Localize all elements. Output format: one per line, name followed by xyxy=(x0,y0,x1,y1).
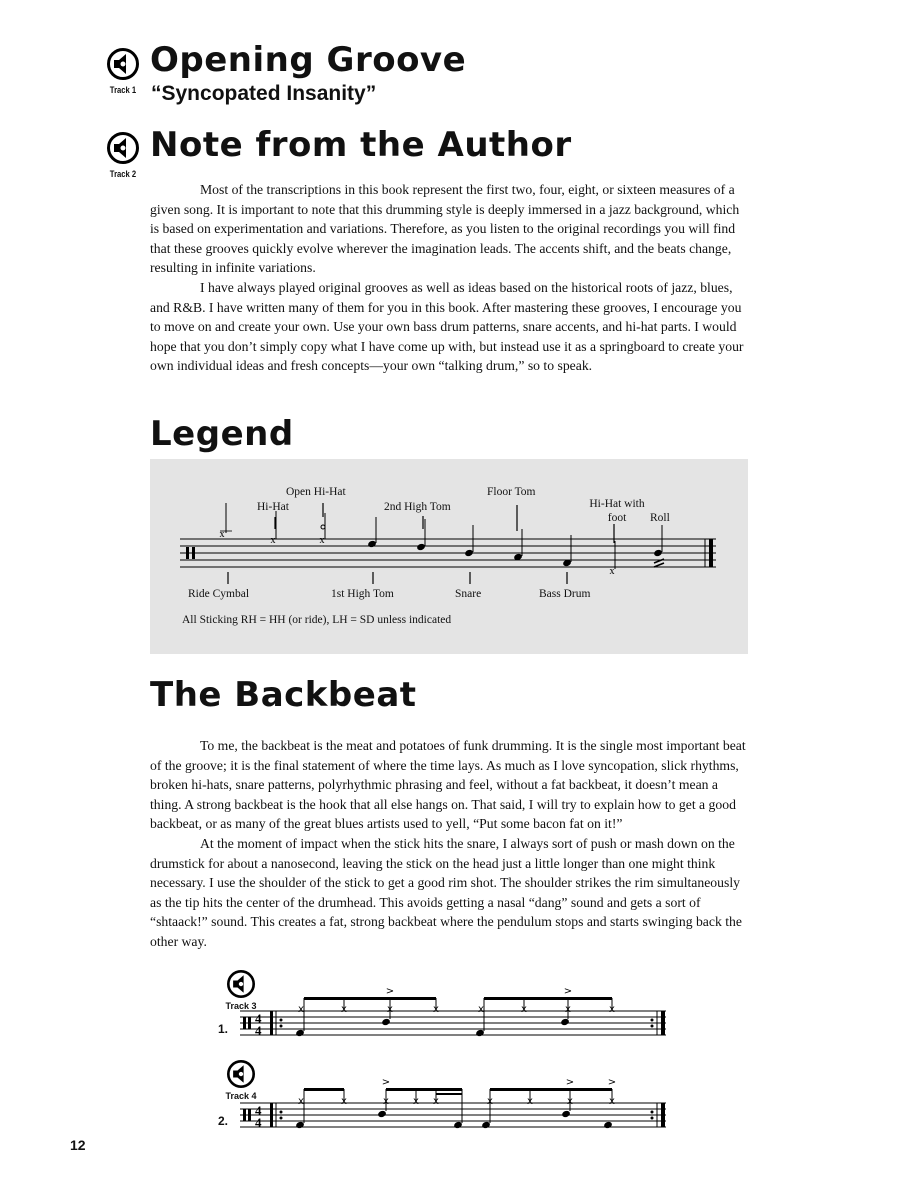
svg-text:>: > xyxy=(381,1077,391,1088)
example-2-number: 2. xyxy=(218,1114,229,1128)
svg-text:x: x xyxy=(298,1096,304,1107)
example-1-number: 1. xyxy=(218,1022,229,1036)
svg-text:x: x xyxy=(341,1004,347,1015)
floor-tom-note xyxy=(513,529,523,561)
svg-text:x: x xyxy=(319,535,325,546)
svg-text:x: x xyxy=(527,1096,533,1107)
cd-track-2 xyxy=(106,132,140,179)
legend-label-roll: Roll xyxy=(650,512,670,524)
svg-text:x: x xyxy=(433,1004,439,1015)
svg-text:x: x xyxy=(609,1004,615,1015)
first-high-tom-note xyxy=(367,517,377,548)
legend-label-ride-cymbal: Ride Cymbal xyxy=(188,588,250,600)
svg-text:x: x xyxy=(609,1096,615,1107)
legend-sticking-note: All Sticking RH = HH (or ride), LH = SD unless indicated xyxy=(182,614,452,626)
svg-text:x: x xyxy=(413,1096,419,1107)
legend-label-open-hi-hat: Open Hi-Hat xyxy=(286,486,346,498)
cd-track-1 xyxy=(106,48,140,95)
svg-text:x: x xyxy=(383,1096,389,1107)
backbeat-title: The Backbeat xyxy=(150,675,417,715)
svg-text:x: x xyxy=(565,1004,571,1015)
svg-text:x: x xyxy=(521,1004,527,1015)
opening-groove-title: Opening Groove xyxy=(150,40,467,80)
second-high-tom-note xyxy=(416,519,426,551)
legend-box xyxy=(150,459,748,654)
svg-text:>: > xyxy=(607,1077,617,1088)
legend-label-1st-high-tom: 1st High Tom xyxy=(331,588,394,600)
note-title: Note from the Author xyxy=(150,125,572,165)
svg-text:x: x xyxy=(298,1004,304,1015)
legend-label-snare: Snare xyxy=(455,588,482,600)
page-number: 12 xyxy=(70,1137,86,1153)
example-1-notation xyxy=(240,985,670,1050)
track-label: Track 2 xyxy=(109,169,137,179)
svg-text:x: x xyxy=(270,535,276,546)
svg-text:4: 4 xyxy=(255,1011,262,1026)
svg-text:>: > xyxy=(565,1077,575,1088)
legend-label-floor-tom: Floor Tom xyxy=(487,486,536,498)
backbeat-paragraph-1: To me, the backbeat is the meat and potatoes of funk drumming. It is the single most important beat of the groove; it is the final statement of where the time lays. As much as I love syncopation, slick rhythms, broken hi-hats, snare patterns, polyrhythmic phrasing and feel, without a fat backbeat, it doesn’t mean a thing. A strong backbeat is the hook that all else hangs on. That said, I will try to explain how to get a good backbeat, or as many of the great blues artists used to yell, “Put some bacon fat on it!” xyxy=(150,738,746,832)
ride-cymbal-note xyxy=(220,503,233,540)
bass-drum-note xyxy=(562,535,572,567)
track-label: Track 1 xyxy=(109,85,137,95)
opening-groove-subtitle: “Syncopated Insanity” xyxy=(151,82,377,105)
svg-text:x: x xyxy=(387,1004,393,1015)
svg-text:x: x xyxy=(478,1004,484,1015)
open-hi-hat-note xyxy=(320,513,326,546)
backbeat-body xyxy=(150,736,750,952)
example-2-notation xyxy=(240,1075,670,1140)
legend-label-hi-hat-with-foot: Hi-Hat with foot xyxy=(589,498,645,524)
legend-title: Legend xyxy=(150,414,294,454)
snare-note xyxy=(464,525,474,557)
backbeat-paragraph-2: At the moment of impact when the stick hits the snare, I always sort of push or mash down on the drumstick for about a nanosecond, leaving the stick on the head just a little longer than one might think necessary. I use the shoulder of the stick to get a good rim shot. The shoulder strikes the rim simultaneously as the tip hits the center of the drumhead. This avoids getting a nasal “dang” sound and gets a sort of “shtaack!” sound. This creates a fat, strong backbeat where the pendulum stops and starts swinging back the other way. xyxy=(150,835,742,949)
legend-label-bass-drum: Bass Drum xyxy=(539,588,591,600)
note-paragraph-1: Most of the transcriptions in this book represent the first two, four, eight, or sixteen measures of a given song. It is important to note that this drumming style is deeply immersed in a jazz background, which is based on experimentation and variations. Therefore, as you listen to the original recordings you will find that these grooves quickly evolve wherever the imagination leads. The accents shift, and the beats change, resulting in infinite variations. xyxy=(150,182,740,276)
cd-icon xyxy=(107,132,139,164)
legend-label-hi-hat: Hi-Hat xyxy=(257,501,289,513)
svg-text:x: x xyxy=(219,529,225,540)
svg-text:4: 4 xyxy=(255,1103,262,1118)
svg-text:x: x xyxy=(567,1096,573,1107)
svg-text:>: > xyxy=(563,986,573,997)
svg-text:x: x xyxy=(609,566,615,577)
track-label: Track 3 xyxy=(225,1001,257,1011)
note-body xyxy=(150,180,750,376)
svg-text:4: 4 xyxy=(255,1115,262,1130)
svg-text:>: > xyxy=(385,986,395,997)
cd-icon xyxy=(107,48,139,80)
svg-text:4: 4 xyxy=(255,1023,262,1038)
svg-text:x: x xyxy=(433,1096,439,1107)
note-paragraph-2: I have always played original grooves as well as ideas based on the historical roots of jazz, blues, and R&B. I have written many of them for you in this book. After mastering these grooves, I encourage you to move on and create your own. Use your own bass drum patterns, snare accents, and hi-hat parts. I would hope that you don’t simply copy what I have come up with, but instead use it as a springboard to create your own individual ideas and fresh concepts—your own “talking drum,” so to speak. xyxy=(150,279,744,374)
track-label: Track 4 xyxy=(225,1091,257,1101)
svg-text:x: x xyxy=(341,1096,347,1107)
legend-label-2nd-high-tom: 2nd High Tom xyxy=(384,501,451,513)
svg-text:x: x xyxy=(487,1096,493,1107)
